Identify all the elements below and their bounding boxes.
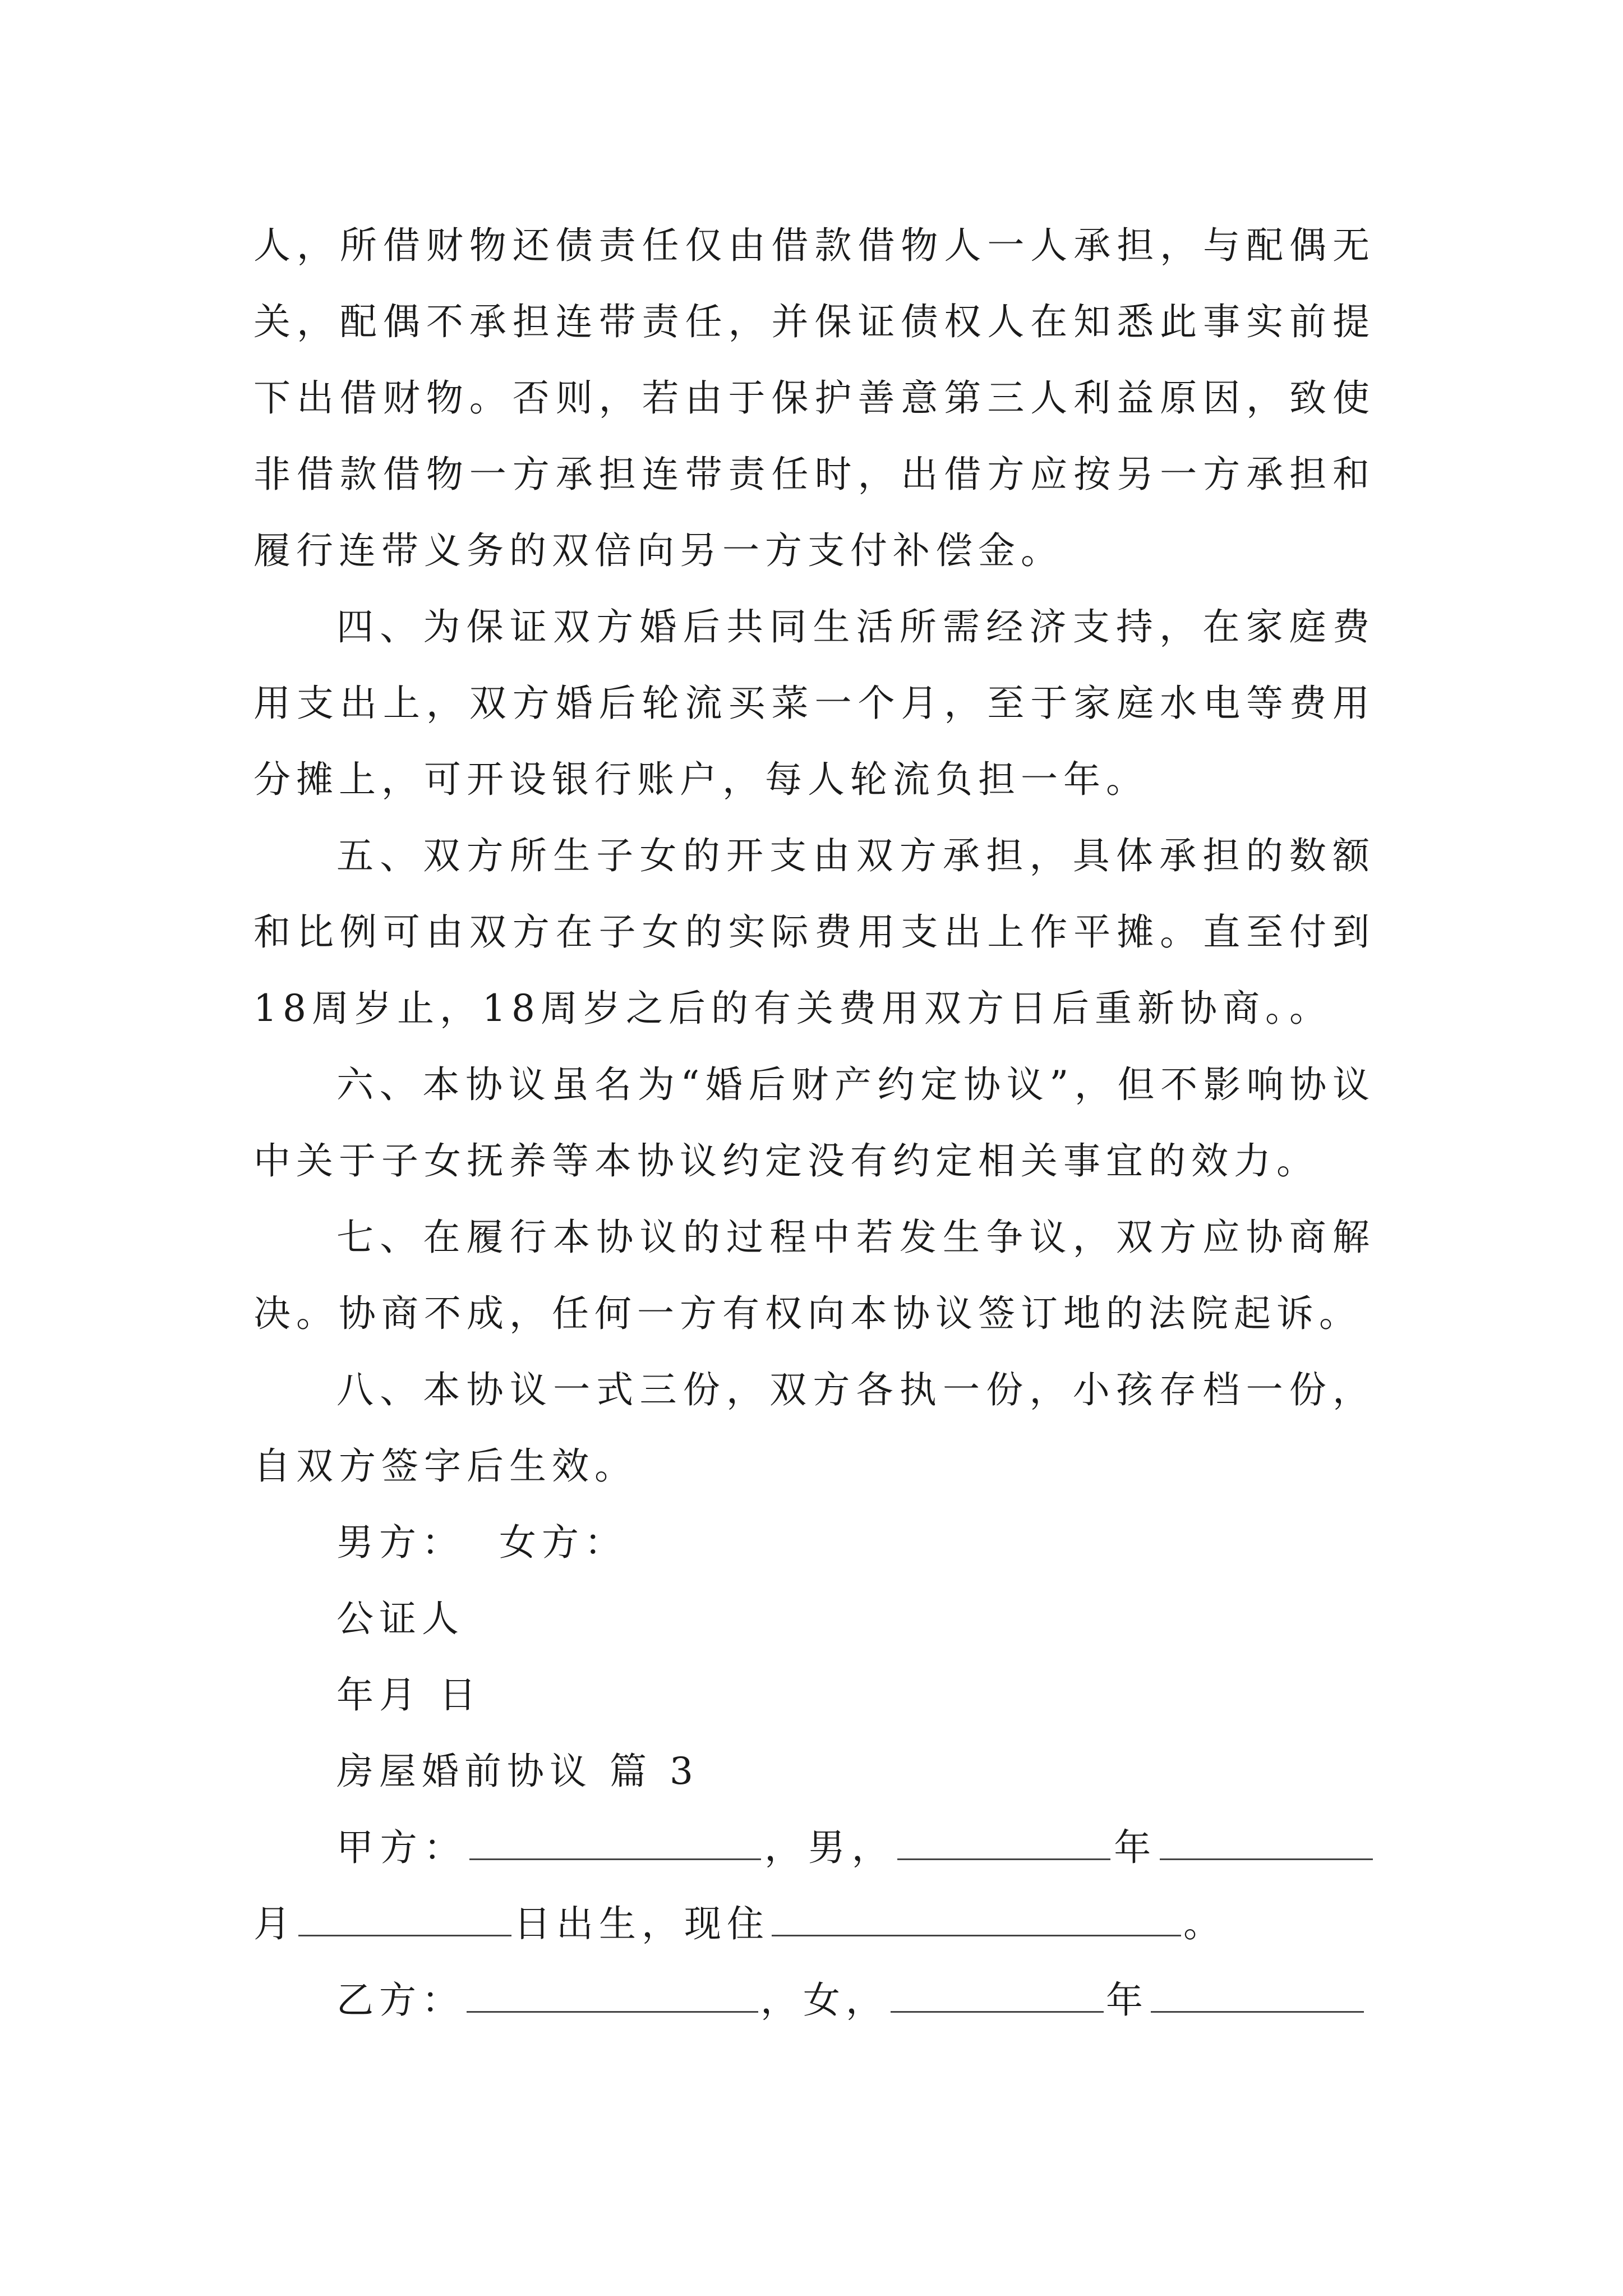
party-a-gender: ，男，	[763, 1826, 896, 1869]
party-a-line	[253, 1810, 1375, 1962]
party-a-born-label: 日出生，现住	[514, 1902, 769, 1945]
party-a-year-label: 年	[1113, 1826, 1158, 1869]
party-b-birth-month-blank	[1151, 1978, 1364, 2013]
party-b-year-label: 年	[1106, 1978, 1149, 2022]
notary-line: 公证人	[336, 1597, 464, 1640]
section-title: 房屋婚前协议 篇 3	[336, 1750, 699, 1793]
paragraph-liability: 人，所借财物还债责任仅由借款借物人一人承担，与配偶无关，配偶不承担连带责任，并保证债权人在知悉此事实前提下出借财物。否则，若由于保护善意第三人利益原因，致使非借款借物一方承担连带责任时，出借方应按另一方承担和履行连带义务的双倍向另一方支付补偿金。	[253, 224, 1375, 572]
paragraph-clause-5: 五、双方所生子女的开支由双方承担，具体承担的数额和比例可由双方在子女的实际费用支出上作平摊。直至付到18周岁止，18周岁之后的有关费用双方日后重新协商。。	[253, 834, 1375, 1030]
party-a-birth-year-blank	[897, 1826, 1110, 1860]
female-signature-label: 女方：	[499, 1521, 627, 1564]
party-a-month-label: 月	[253, 1902, 296, 1945]
party-a-birth-day-blank	[298, 1902, 511, 1936]
paragraph-clause-4: 四、为保证双方婚后共同生活所需经济支持，在家庭费用支出上，双方婚后轮流买菜一个月，至于家庭水电等费用分摊上，可开设银行账户，每人轮流负担一年。	[253, 605, 1375, 801]
party-a-label: 甲方：	[336, 1826, 468, 1869]
document-body	[253, 208, 1375, 2039]
signature-line	[253, 1504, 1375, 1581]
party-a-end: 。	[1183, 1902, 1226, 1945]
male-signature-label: 男方：	[336, 1521, 464, 1564]
paragraph-clause-7: 七、在履行本协议的过程中若发生争议，双方应协商解决。协商不成，任何一方有权向本协议签订地的法院起诉。	[253, 1216, 1375, 1335]
party-a-name-blank	[469, 1826, 761, 1860]
party-b-gender: ，女，	[760, 1978, 888, 2022]
paragraph-clause-8: 八、本协议一式三份，双方各执一份，小孩存档一份，自双方签字后生效。	[253, 1368, 1375, 1488]
party-b-name-blank	[467, 1978, 758, 2013]
paragraph-clause-6: 六、本协议虽名为“婚后财产约定协议”，但不影响协议中关于子女抚养等本协议约定没有约定相关事宜的效力。	[253, 1063, 1375, 1182]
party-b-birth-year-blank	[891, 1978, 1104, 2013]
party-b-line	[253, 1962, 1375, 2039]
party-b-label: 乙方：	[336, 1978, 464, 2022]
party-a-birth-month-blank	[1160, 1826, 1373, 1860]
date-line: 年月 日	[336, 1673, 482, 1717]
party-a-residence-blank	[772, 1902, 1181, 1936]
